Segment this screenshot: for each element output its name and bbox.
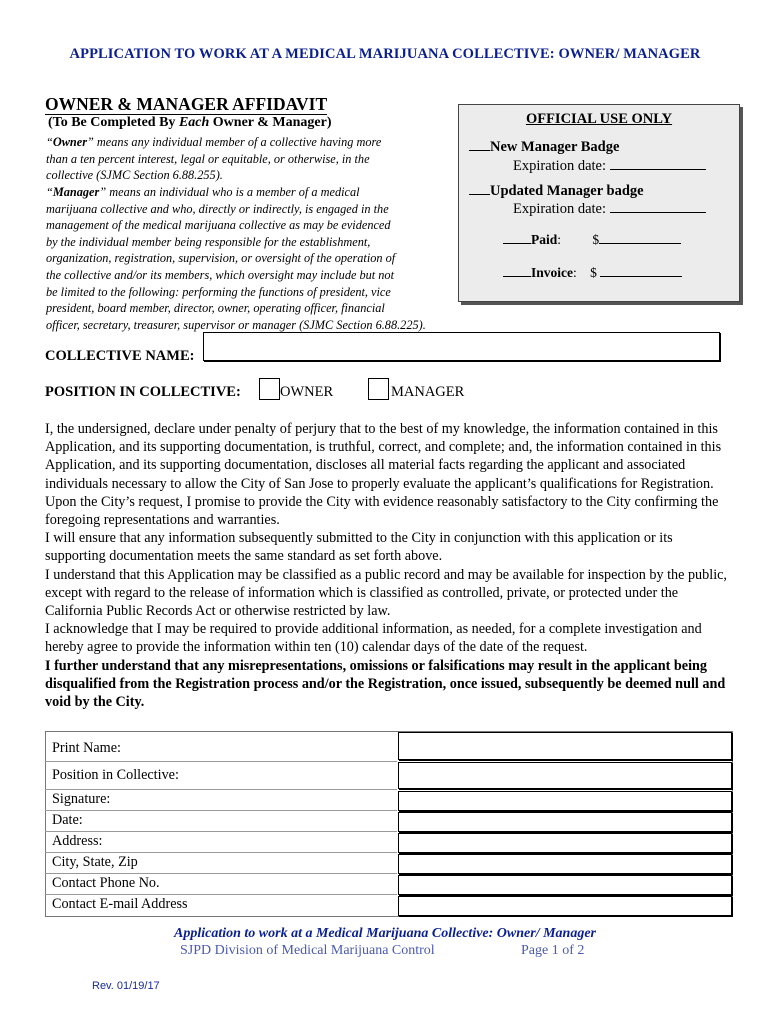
owner-definition: “Owner” means any individual member of a collective having more than a ten percent interest, legal or equitable, or otherwise, in the collective (SJMC Section 6.88.255). <box>46 135 382 183</box>
declaration-paragraph: I, the undersigned, declare under penalty of perjury that to the best of my knowledge, the information contained in this Application, and its supporting documentation, is truthful, correct, and complete; and, the information contained in this Application, and its supporting documentation, discloses all material facts regarding the applicant and associated individuals necessary to allow the City of San Jose to properly evaluate the applicant’s qualifications for Registration. <box>45 421 722 492</box>
date-label: Date: <box>52 812 83 828</box>
new-badge-expiration: Expiration date: <box>513 158 706 175</box>
new-badge-blank[interactable] <box>469 150 490 151</box>
updated-manager-badge: Updated Manager badge <box>469 183 644 200</box>
phone-field[interactable] <box>398 875 732 895</box>
collective-name-input[interactable] <box>203 332 720 361</box>
affidavit-title-text: OWNER & MANAGER AFFIDAVIT <box>45 94 328 114</box>
position-label: POSITION IN COLLECTIVE: <box>45 384 241 400</box>
declaration-paragraph: I understand that this Application may be classified as a public record and may be available for inspection by the public, except with regard to the release of information which is classified as controlled, private, or protected under the California Public Records Act or otherwise restricted by law. <box>45 566 727 620</box>
print-name-label: Print Name: <box>52 740 121 756</box>
manager-checkbox[interactable] <box>368 378 389 400</box>
city-state-zip-label: City, State, Zip <box>52 854 138 870</box>
official-use-title: OFFICIAL USE ONLY <box>525 111 673 127</box>
city-state-zip-field[interactable] <box>398 854 732 874</box>
manager-option-label: MANAGER <box>391 384 465 400</box>
affidavit-title <box>45 94 327 115</box>
owner-term: Owner <box>52 135 88 149</box>
owner-checkbox[interactable] <box>259 378 280 400</box>
invoice-blank[interactable] <box>503 276 531 277</box>
signature-field[interactable] <box>398 791 732 811</box>
address-label: Address: <box>52 833 103 849</box>
revision-date: Rev. 01/19/17 <box>92 980 160 992</box>
position-in-collective-label: Position in Collective: <box>52 767 179 783</box>
new-manager-badge: New Manager Badge <box>469 139 619 156</box>
manager-definition: “Manager” means an individual who is a member of a medical marijuana collective and who, directly or indirectly, is engaged in the management of the medical marijuana collective as may be evidenced by the individual member being responsible for the establishment, organization, registration, supervision, or oversight of the operation of the collective and/or its members, which oversight may include but not be limited to the following: performing the functions of president, vice president, board member, director, owner, operating officer, financial officer, secretary, treasurer, supervisor or manager (SJMC Section 6.88.225). <box>46 185 426 332</box>
declaration-paragraph: Upon the City’s request, I promise to provide the City with evidence reasonably satisfactory to the City confirming the foregoing representations and warranties. <box>45 493 719 529</box>
paid-amount-field[interactable] <box>599 243 681 244</box>
email-label: Contact E-mail Address <box>52 896 188 912</box>
affidavit-subtitle: (To Be Completed By Each Owner & Manager) <box>48 115 332 130</box>
footer-division: SJPD Division of Medical Marijuana Control <box>180 943 435 958</box>
paid-blank[interactable] <box>503 243 531 244</box>
new-badge-expiration-field[interactable] <box>610 169 706 170</box>
declaration-text <box>45 420 730 711</box>
date-field[interactable] <box>398 812 732 832</box>
updated-badge-expiration: Expiration date: <box>513 201 706 218</box>
paid-row: Paid: $ <box>503 232 681 248</box>
email-field[interactable] <box>398 896 732 916</box>
owner-option-label: OWNER <box>280 384 334 400</box>
phone-label: Contact Phone No. <box>52 875 160 891</box>
invoice-amount-field[interactable] <box>600 276 682 277</box>
declaration-warning: I further understand that any misrepresentations, omissions or falsifications may result in the applicant being disqualified from the Registration process and/or the Registration, once issued, subsequently be deemed null and void by the City. <box>45 657 726 711</box>
collective-name-label: COLLECTIVE NAME: <box>45 348 195 364</box>
footer-title: Application to work at a Medical Marijuana Collective: Owner/ Manager <box>174 926 596 941</box>
signature-label: Signature: <box>52 791 111 807</box>
declaration-paragraph: I will ensure that any information subsequently submitted to the City in conjunction with this application or its supporting documentation meets the same standard as set forth above. <box>45 530 673 565</box>
position-in-collective-field[interactable] <box>398 762 732 789</box>
invoice-row: Invoice: $ <box>503 265 682 281</box>
declaration-paragraph: I acknowledge that I may be required to provide additional information, as needed, for a complete investigation and hereby agree to provide the information within ten (10) calendar days of the date of the request. <box>45 621 702 656</box>
page-number: Page 1 of 2 <box>521 943 585 958</box>
updated-badge-expiration-field[interactable] <box>610 212 706 213</box>
address-field[interactable] <box>398 833 732 853</box>
manager-term: Manager <box>52 185 100 199</box>
print-name-field[interactable] <box>398 732 732 760</box>
official-use-box <box>458 104 740 302</box>
updated-badge-blank[interactable] <box>469 194 490 195</box>
document-header: APPLICATION TO WORK AT A MEDICAL MARIJUANA COLLECTIVE: OWNER/ MANAGER <box>69 46 701 62</box>
